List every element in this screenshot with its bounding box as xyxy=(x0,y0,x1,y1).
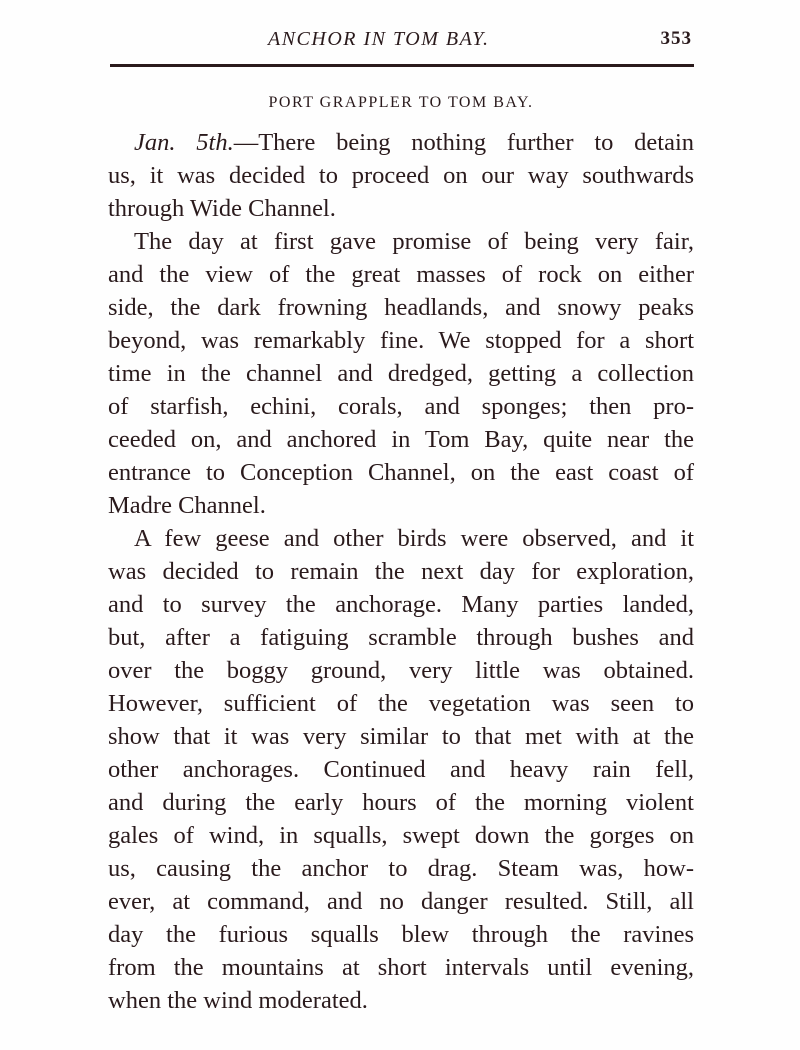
text-line: ever, at command, and no danger resulted. Still, all xyxy=(108,888,694,915)
text-line: Madre Channel. xyxy=(108,492,266,519)
text-line: was decided to remain the next day for exploration, xyxy=(108,558,694,585)
text-line: and to survey the anchorage. Many parties landed, xyxy=(108,591,694,618)
text-line: time in the channel and dredged, getting a collection xyxy=(108,360,694,387)
text-line: and the view of the great masses of rock on either xyxy=(108,261,694,288)
header-rule xyxy=(110,64,694,67)
text-line: A few geese and other birds were observed, and it xyxy=(134,525,694,552)
page-number: 353 xyxy=(660,28,692,49)
text-line: us, causing the anchor to drag. Steam was, how- xyxy=(108,855,694,882)
text-line: and during the early hours of the morning violent xyxy=(108,789,694,816)
text-line: However, sufficient of the vegetation was seen to xyxy=(108,690,694,717)
text-line: other anchorages. Continued and heavy rain fell, xyxy=(108,756,694,783)
text-line: show that it was very similar to that met with at the xyxy=(108,723,694,750)
text-line: The day at first gave promise of being very fair, xyxy=(134,228,694,255)
text-line: ceeded on, and anchored in Tom Bay, quite near the xyxy=(108,426,694,453)
text-line: us, it was decided to proceed on our way southwards xyxy=(108,162,694,189)
text-line: through Wide Channel. xyxy=(108,195,336,222)
text-line: entrance to Conception Channel, on the east coast of xyxy=(108,459,694,486)
text-line: when the wind moderated. xyxy=(108,987,368,1014)
text-line: day the furious squalls blew through the ravines xyxy=(108,921,694,948)
page-header xyxy=(108,26,694,56)
paragraph-2 xyxy=(108,225,694,522)
entry-date: Jan. 5th. xyxy=(134,129,234,156)
text-line: of starfish, echini, corals, and sponges; then pro- xyxy=(108,393,694,420)
text-line: but, after a fatiguing scramble through bushes and xyxy=(108,624,694,651)
text-line: gales of wind, in squalls, swept down the gorges on xyxy=(108,822,694,849)
running-title: ANCHOR IN TOM BAY. xyxy=(268,28,490,50)
paragraph-3 xyxy=(108,522,694,1017)
paragraph-1 xyxy=(108,126,694,225)
text-line: beyond, was remarkably fine. We stopped for a short xyxy=(108,327,694,354)
text-line: over the boggy ground, very little was obtained. xyxy=(108,657,694,684)
body-text xyxy=(108,126,694,1017)
text-line xyxy=(108,126,694,159)
section-heading: PORT GRAPPLER TO TOM BAY. xyxy=(268,94,534,111)
text-line: from the mountains at short intervals until evening, xyxy=(108,954,694,981)
line-text: —There being nothing further to detain xyxy=(233,129,694,156)
text-line: side, the dark frowning headlands, and snowy peaks xyxy=(108,294,694,321)
